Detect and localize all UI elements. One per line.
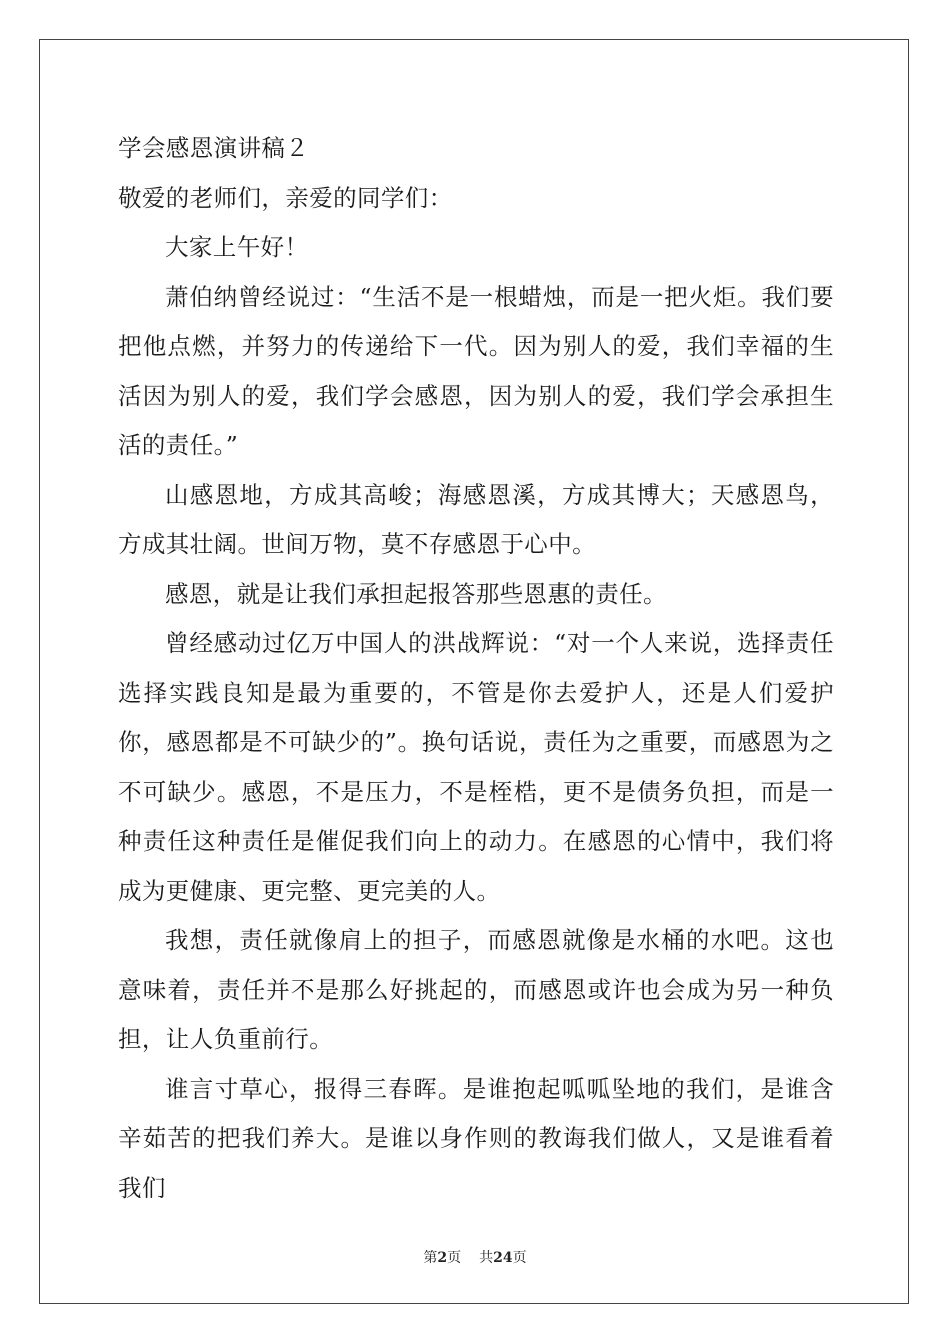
total-pages: 24 bbox=[493, 1250, 513, 1266]
page-suffix: 页 bbox=[447, 1250, 462, 1266]
total-suffix: 页 bbox=[512, 1250, 527, 1266]
document-body bbox=[118, 124, 834, 1213]
page-number: 2 bbox=[437, 1250, 448, 1266]
paragraph: 谁言寸草心，报得三春晖。是谁抱起呱呱坠地的我们，是谁含辛茹苦的把我们养大。是谁以身作则的教诲我们做人，又是谁看着我们 bbox=[118, 1074, 834, 1202]
document-title: 学会感恩演讲稿２ bbox=[118, 134, 310, 162]
paragraph: 曾经感动过亿万中国人的洪战辉说：“对一个人来说，选择责任选择实践良知是最为重要的，不管是你去爱护人，还是人们爱护你，感恩都是不可缺少的”。换句话说，责任为之重要，而感恩为之不可缺少。感恩，不是压力，不是桎梏，更不是债务负担，而是一种责任这种责任是催促我们向上的动力。在感恩的心情中，我们将成为更健康、更完整、更完美的人。 bbox=[118, 629, 834, 905]
paragraph: 萧伯纳曾经说过：“生活不是一根蜡烛，而是一把火炬。我们要把他点燃，并努力的传递给下一代。因为别人的爱，我们幸福的生活因为别人的爱，我们学会感恩，因为别人的爱，我们学会承担生活的责任。” bbox=[118, 282, 834, 459]
page-footer bbox=[0, 1248, 950, 1268]
total-prefix: 共 bbox=[479, 1250, 494, 1266]
paragraph: 我想，责任就像肩上的担子，而感恩就像是水桶的水吧。这也意味着，责任并不是那么好挑起的，而感恩或许也会成为另一种负担，让人负重前行。 bbox=[118, 926, 834, 1053]
salutation: 敬爱的老师们，亲爱的同学们： bbox=[118, 183, 453, 212]
paragraph-greeting: 大家上午好！ bbox=[165, 233, 309, 261]
paragraph: 山感恩地，方成其高峻；海感恩溪，方成其博大；天感恩鸟，方成其壮阔。世间万物，莫不存感恩于心中。 bbox=[118, 480, 834, 558]
paragraph: 感恩，就是让我们承担起报答那些恩惠的责任。 bbox=[165, 579, 667, 608]
page-prefix: 第 bbox=[423, 1250, 438, 1266]
